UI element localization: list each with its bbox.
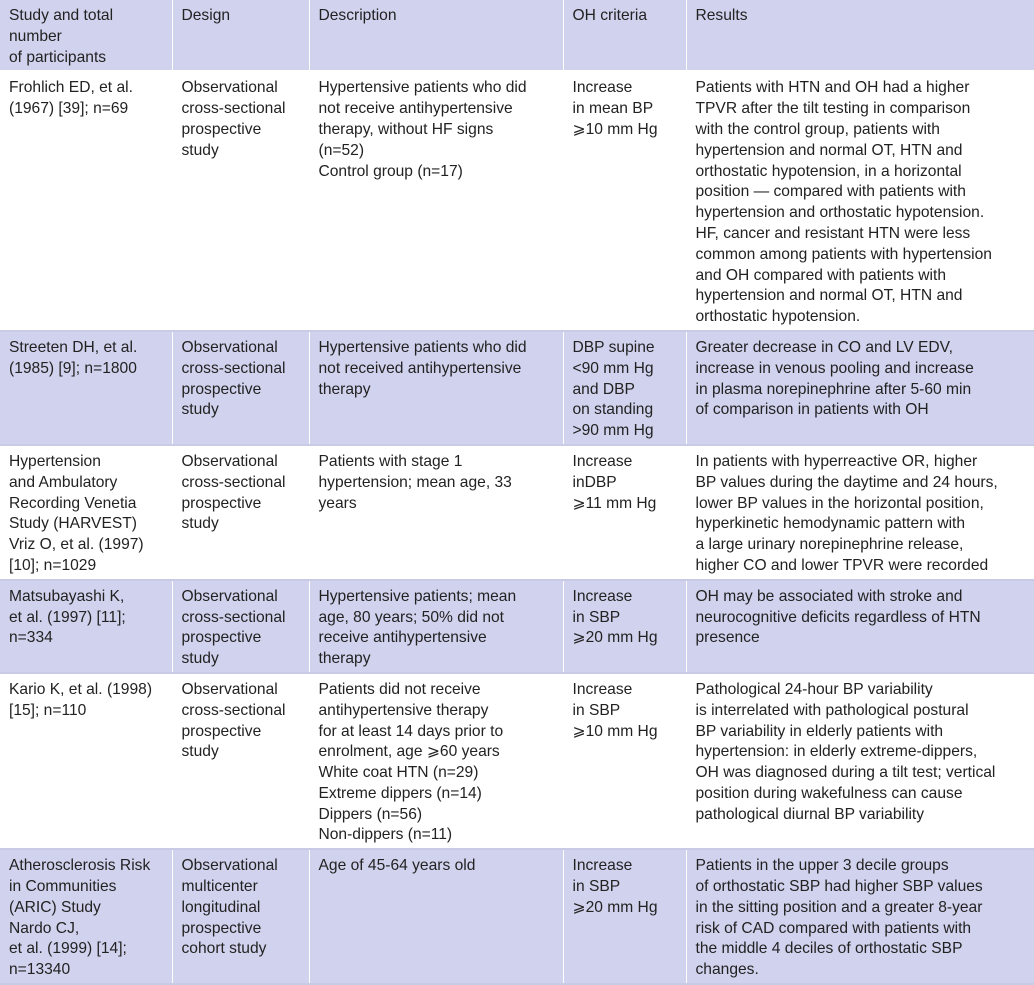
table-row bbox=[0, 673, 1034, 849]
header-results: Results bbox=[686, 0, 1034, 71]
cell-study: Matsubayashi K, et al. (1997) [11]; n=334 bbox=[0, 580, 172, 673]
cell-results: Greater decrease in CO and LV EDV, increase in venous pooling and increase in plasma norepinephrine after 5-60 min of comparison in patients with OH bbox=[686, 331, 1034, 445]
header-row bbox=[0, 0, 1034, 71]
cell-design: Observational cross-sectional prospective study bbox=[172, 580, 309, 673]
cell-oh-criteria: DBP supine <90 mm Hg and DBP on standing >90 mm Hg bbox=[563, 331, 686, 445]
cell-results: Patients in the upper 3 decile groups of orthostatic SBP had higher SBP values in the sitting position and a greater 8-year risk of CAD compared with patients with the middle 4 deciles of orthostatic SBP changes. bbox=[686, 849, 1034, 984]
table-row bbox=[0, 849, 1034, 984]
cell-description: Hypertensive patients who did not received antihypertensive therapy bbox=[309, 331, 563, 445]
cell-study: Kario K, et al. (1998) [15]; n=110 bbox=[0, 673, 172, 849]
cell-design: Observational cross-sectional prospective study bbox=[172, 331, 309, 445]
cell-description: Age of 45-64 years old bbox=[309, 849, 563, 984]
cell-study: Frohlich ED, et al. (1967) [39]; n=69 bbox=[0, 71, 172, 331]
cell-oh-criteria: Increase inDBP ⩾11 mm Hg bbox=[563, 445, 686, 580]
cell-oh-criteria: Increase in SBP ⩾10 mm Hg bbox=[563, 673, 686, 849]
cell-results: OH may be associated with stroke and neurocognitive deficits regardless of HTN presence bbox=[686, 580, 1034, 673]
cell-design: Observational cross-sectional prospective study bbox=[172, 673, 309, 849]
cell-oh-criteria: Increase in SBP ⩾20 mm Hg bbox=[563, 849, 686, 984]
cell-oh-criteria: Increase in SBP ⩾20 mm Hg bbox=[563, 580, 686, 673]
header-description: Description bbox=[309, 0, 563, 71]
cell-design: Observational cross-sectional prospective study bbox=[172, 71, 309, 331]
cell-oh-criteria: Increase in mean BP ⩾10 mm Hg bbox=[563, 71, 686, 331]
cell-description: Patients did not receive antihypertensive therapy for at least 14 days prior to enrolment, age ⩾60 years White coat HTN (n=29) Extreme dippers (n=14) Dippers (n=56) Non-dippers (n=11) bbox=[309, 673, 563, 849]
cell-description: Hypertensive patients who did not receive antihypertensive therapy, without HF signs (n=52) Control group (n=17) bbox=[309, 71, 563, 331]
cell-study: Streeten DH, et al. (1985) [9]; n=1800 bbox=[0, 331, 172, 445]
table-row bbox=[0, 331, 1034, 445]
cell-study: Atherosclerosis Risk in Communities (ARIC) Study Nardo CJ, et al. (1999) [14]; n=13340 bbox=[0, 849, 172, 984]
header-study: Study and total number of participants bbox=[0, 0, 172, 71]
header-design: Design bbox=[172, 0, 309, 71]
cell-results: Pathological 24-hour BP variability is interrelated with pathological postural BP variability in elderly patients with hypertension: in elderly extreme-dippers, OH was diagnosed during a tilt test; vertical position during wakefulness can cause pathological diurnal BP variability bbox=[686, 673, 1034, 849]
cell-description: Hypertensive patients; mean age, 80 years; 50% did not receive antihypertensive therapy bbox=[309, 580, 563, 673]
table-row bbox=[0, 580, 1034, 673]
table-row bbox=[0, 71, 1034, 331]
cell-design: Observational cross-sectional prospective study bbox=[172, 445, 309, 580]
cell-results: Patients with HTN and OH had a higher TPVR after the tilt testing in comparison with the control group, patients with hypertension and normal OT, HTN and orthostatic hypotension, in a horizontal position — compared with patients with hypertension and orthostatic hypotension. HF, cancer and resistant HTN were less common among patients with hypertension and OH compared with patients with hypertension and normal OT, HTN and orthostatic hypotension. bbox=[686, 71, 1034, 331]
header-oh-criteria: OH criteria bbox=[563, 0, 686, 71]
cell-results: In patients with hyperreactive OR, higher BP values during the daytime and 24 hours, lower BP values in the horizontal position, hyperkinetic hemodynamic pattern with a large urinary norepinephrine release, higher CO and lower TPVR were recorded bbox=[686, 445, 1034, 580]
table-row bbox=[0, 445, 1034, 580]
cell-study: Hypertension and Ambulatory Recording Venetia Study (HARVEST) Vriz O, et al. (1997) [10]; n=1029 bbox=[0, 445, 172, 580]
cell-design: Observational multicenter longitudinal prospective cohort study bbox=[172, 849, 309, 984]
cell-description: Patients with stage 1 hypertension; mean age, 33 years bbox=[309, 445, 563, 580]
